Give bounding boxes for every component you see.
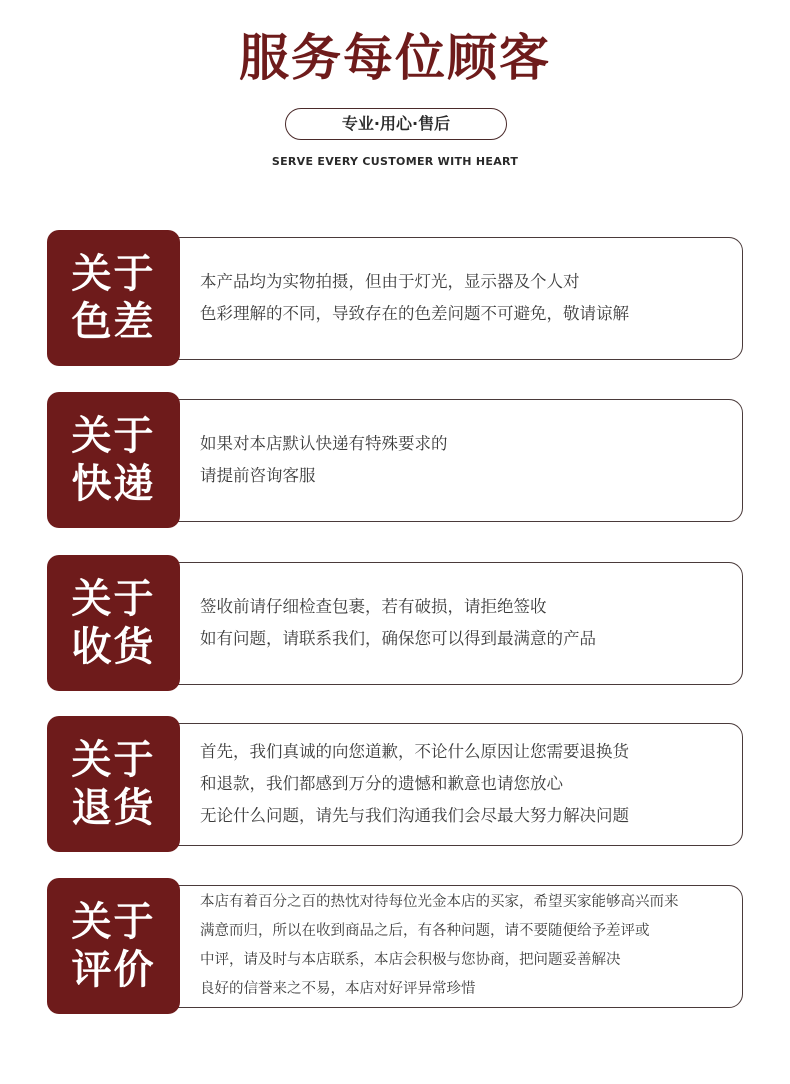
section-text (200, 392, 723, 528)
badge-line-2: 色差 (71, 299, 156, 345)
text-line: 和退款，我们都感到万分的遗憾和歉意也请您放心 (200, 774, 563, 793)
text-line: 中评，请及时与本店联系，本店会积极与您协商，把问题妥善解决 (200, 952, 621, 968)
badge-line-2: 退货 (71, 785, 156, 831)
section-badge (47, 716, 180, 852)
english-subtitle: SERVE EVERY CUSTOMER WITH HEART (271, 155, 519, 168)
badge-line-1: 关于 (71, 899, 156, 945)
badge-line-1: 关于 (71, 413, 156, 459)
text-line: 无论什么问题，请先与我们沟通我们会尽最大努力解决问题 (200, 806, 629, 825)
section-reviews (47, 878, 743, 1014)
section-badge (47, 878, 180, 1014)
badge-line-2: 评价 (71, 947, 156, 993)
badge-line-1: 关于 (71, 576, 156, 622)
badge-line-2: 收货 (71, 624, 156, 670)
section-returns (47, 716, 743, 852)
section-text (200, 230, 723, 366)
text-line: 良好的信誉来之不易，本店对好评异常珍惜 (200, 981, 476, 997)
badge-line-2: 快递 (71, 461, 156, 507)
page-title: 服务每位顾客 (239, 29, 551, 87)
section-color-difference (47, 230, 743, 366)
section-express (47, 392, 743, 528)
text-line: 满意而归，所以在收到商品之后，有各种问题，请不要随便给予差评或 (200, 923, 650, 939)
badge-line-1: 关于 (71, 737, 156, 783)
text-line: 签收前请仔细检查包裹，若有破损，请拒绝签收 (200, 597, 547, 616)
text-line: 如有问题，请联系我们，确保您可以得到最满意的产品 (200, 629, 596, 648)
section-badge (47, 230, 180, 366)
text-line: 首先，我们真诚的向您道歉，不论什么原因让您需要退换货 (200, 742, 629, 761)
text-line: 色彩理解的不同，导致存在的色差问题不可避免，敬请谅解 (200, 304, 629, 323)
tagline-pill: 专业·用心·售后 (285, 108, 507, 140)
badge-line-1: 关于 (71, 251, 156, 297)
text-line: 本产品均为实物拍摄，但由于灯光，显示器及个人对 (200, 272, 580, 291)
text-line: 如果对本店默认快递有特殊要求的 (200, 434, 448, 453)
section-text (200, 878, 723, 1014)
section-text (200, 555, 723, 691)
section-receiving (47, 555, 743, 691)
section-badge (47, 392, 180, 528)
text-line: 本店有着百分之百的热忱对待每位光金本店的买家，希望买家能够高兴而来 (200, 894, 679, 910)
section-text (200, 716, 723, 852)
section-badge (47, 555, 180, 691)
text-line: 请提前咨询客服 (200, 466, 316, 485)
